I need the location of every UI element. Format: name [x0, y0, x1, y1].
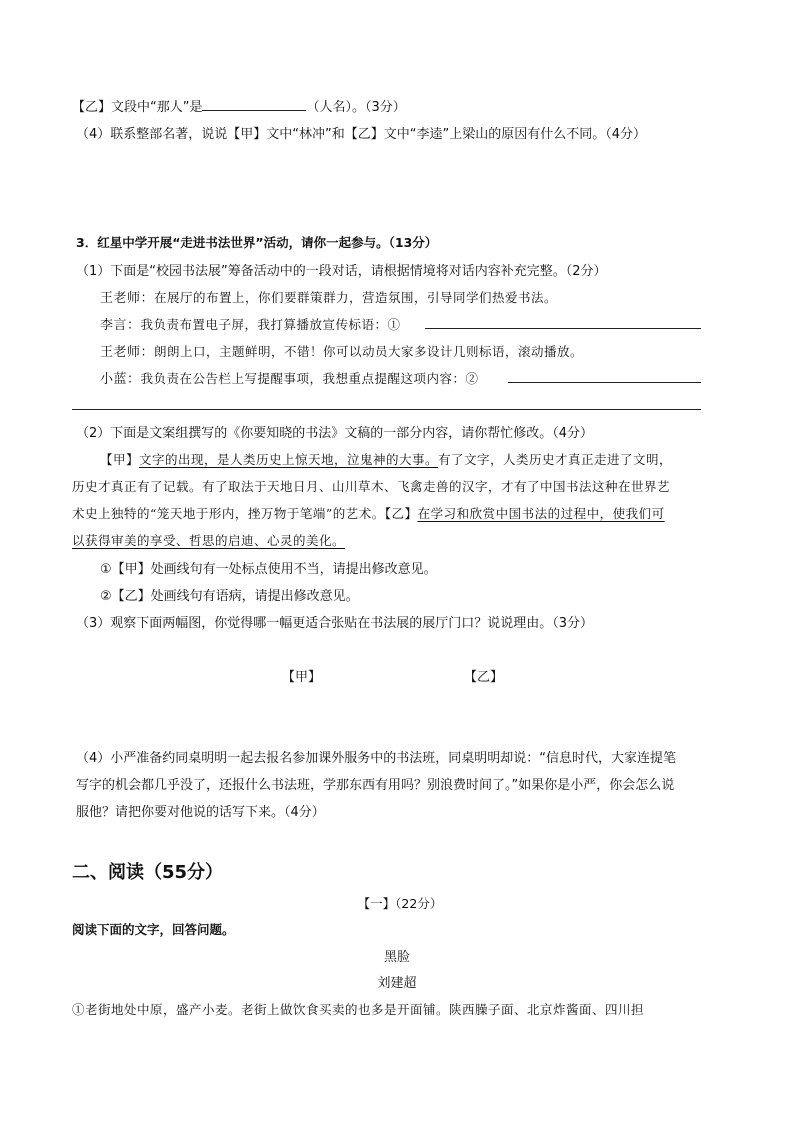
underlined-sentence-yi-2: 以获得审美的享受、哲思的启迪、心灵的美化。	[72, 533, 346, 548]
answer-blank[interactable]	[202, 98, 306, 111]
question-3-sub4-line3: 服他？请把你要对他说的话写下来。（4分）	[76, 805, 325, 820]
dialog-line-4	[100, 368, 479, 387]
tag-yi: 【乙】	[384, 506, 418, 521]
question-3-title: 3．红星中学开展“走进书法世界”活动，请你一起参与。（13分）	[76, 235, 438, 250]
tag-jia: 【甲】	[100, 452, 140, 467]
section-2-title: 二、阅读（55分）	[72, 862, 224, 883]
image-label-yi: 【乙】	[464, 670, 504, 685]
question-4: （4）联系整部名著，说说【甲】文中“林冲”和【乙】文中“李逵”上梁山的原因有什么不同。（4分）	[76, 127, 646, 142]
dialog-text: 朗朗上口，主题鲜明，不错！你可以动员大家多设计几则标语，滚动播放。	[154, 344, 584, 359]
passage-line-3	[72, 504, 665, 522]
image-label-jia: 【甲】	[282, 670, 322, 685]
dialog-text: 我负责布置电子屏，我打算播放宣传标语：①	[140, 317, 401, 332]
question-3-sub3: （3）观察下面两幅图，你觉得哪一幅更适合张贴在书法展的展厅门口？说说理由。（3分）	[76, 616, 594, 631]
dialog-speaker: 李言：	[100, 318, 141, 333]
dialog-line-2	[100, 314, 401, 333]
part-1-heading: 【一】（22分）	[357, 896, 443, 911]
question-3-sub2: （2）下面是文案组撰写的《你要知晓的书法》文稿的一部分内容，请你帮忙修改。（4分）	[76, 426, 594, 441]
underlined-sentence-jia: 文字的出现，是人类历史上惊天地，泣鬼神的大事。	[139, 452, 439, 467]
underlined-sentence-yi-1: 在学习和欣赏中国书法的过程中，使我们可	[417, 506, 665, 521]
question-yi-prefix: 【乙】文段中“那人”是	[72, 100, 203, 115]
answer-line-3[interactable]	[72, 409, 701, 410]
question-3-sub4-line1: （4）小严准备约同桌明明一起去报名参加课外服务中的书法班，同桌明明却说：“信息时代，大家连提笔	[76, 751, 677, 766]
subitem-1: ①【甲】处画线句有一处标点使用不当，请提出修改意见。	[100, 562, 437, 577]
question-yi-suffix: （人名）。（3分）	[306, 100, 406, 115]
subitem-2: ②【乙】处画线句有语病，请提出修改意见。	[100, 589, 359, 604]
dialog-line-3	[100, 341, 583, 360]
dialog-text: 在展厅的布置上，你们要群策群力，营造氛围，引导同学们热爱书法。	[154, 290, 558, 305]
answer-line-1[interactable]	[425, 328, 701, 329]
dialog-line-1	[100, 287, 557, 306]
passage-text: 有了文字，人类历史才真正走进了文明，	[438, 452, 673, 467]
dialog-speaker: 王老师：	[100, 291, 155, 306]
story-paragraph-1: ①老街地处中原，盛产小麦。老街上做饮食买卖的也多是开面铺。陕西臊子面、北京炸酱面、四川担	[72, 1002, 645, 1017]
story-author: 刘建超	[377, 976, 417, 991]
question-yi-line	[72, 96, 406, 115]
passage-line-4	[72, 531, 345, 549]
dialog-text: 我负责在公告栏上写提醒事项，我想重点提醒这项内容：②	[140, 371, 479, 386]
dialog-speaker: 王老师：	[100, 345, 155, 360]
passage-text: 术史上独特的“笼天地于形内，挫万物于笔端”的艺术。	[72, 506, 385, 521]
dialog-speaker: 小蓝：	[100, 372, 141, 387]
question-3-sub4-line2: 写字的机会都几乎没了，还报什么书法班，学那东西有用吗？别浪费时间了。”如果你是小严，你会怎么说	[76, 778, 675, 793]
question-3-sub1: （1）下面是“校园书法展”筹备活动中的一段对话，请根据情境将对话内容补充完整。（2分）	[76, 264, 607, 279]
story-title: 黑脸	[383, 950, 410, 965]
passage-line-2: 历史才真正有了记载。有了取法于天地日月、山川草木、飞禽走兽的汉字，才有了中国书法这种在世界艺	[72, 479, 671, 494]
answer-line-2[interactable]	[508, 382, 701, 383]
reading-instruction: 阅读下面的文字，回答问题。	[72, 922, 235, 937]
passage-line-1	[100, 450, 672, 468]
